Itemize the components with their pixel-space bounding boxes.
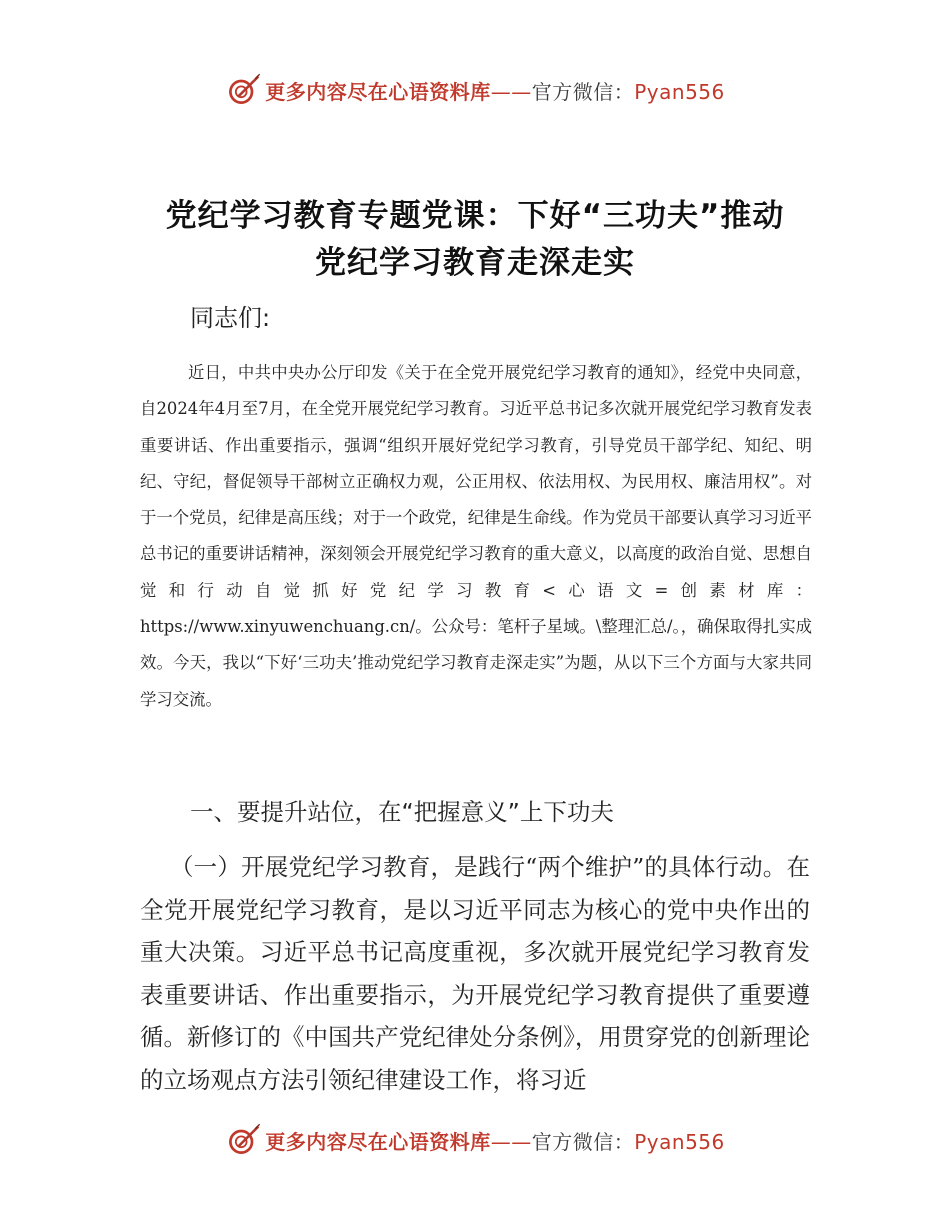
banner-wechat-id: Pyan556: [634, 1129, 725, 1154]
banner-prefix: 更多内容尽在心语资料库: [265, 79, 491, 104]
page-title-line2: 党纪学习教育走深走实: [315, 245, 635, 281]
header-watermark-banner: [0, 70, 950, 110]
banner-suffix: 官方微信：: [531, 1129, 635, 1154]
section1-paragraph: （一）开展党纪学习教育，是践行“两个维护”的具体行动。在全党开展党纪学习教育，是以习近平同志为核心的党中央作出的重大决策。习近平总书记高度重视，多次就开展党纪学习教育发表重要讲话、作出重要指示，为开展党纪学习教育提供了重要遵循。新修订的《中国共产党纪律处分条例》，用贯穿党的创新理论的立场观点方法引领纪律建设工作，将习近: [140, 853, 810, 1094]
footer-watermark-banner: [0, 1120, 950, 1160]
quill-logo-icon: [225, 72, 261, 108]
banner-dash: ——: [490, 1129, 532, 1154]
banner-dash: ——: [490, 79, 532, 104]
banner-wechat-id: Pyan556: [634, 79, 725, 104]
intro-paragraph: 近日，中共中央办公厅印发《关于在全党开展党纪学习教育的通知》，经党中央同意，自2024年4月至7月，在全党开展党纪学习教育。习近平总书记多次就开展党纪学习教育发表重要讲话、作出重要指示，强调“组织开展好党纪学习教育，引导党员干部学纪、知纪、明纪、守纪，督促领导干部树立正确权力观，公正用权、依法用权、为民用权、廉洁用权”。对于一个党员，纪律是高压线；对于一个政党，纪律是生命线。作为党员干部要认真学习习近平总书记的重要讲话精神，深刻领会开展党纪学习教育的重大意义，以高度的政治自觉、思想自觉和行动自觉抓好党纪学习教育<心语文=创素材库：https://www.xinyuwenchuang.cn/。公众号：笔杆子星域。\整理汇总/。，确保取得扎实成效。今天，我以“下好‘三功夫’推动党纪学习教育走深走实”为题，从以下三个方面与大家共同学习交流。: [140, 363, 813, 709]
section1-heading: 一、要提升站位，在“把握意义”上下功夫: [190, 798, 614, 826]
banner-suffix: 官方微信：: [531, 79, 635, 104]
page-title-line1: 党纪学习教育专题党课：下好“三功夫”推动: [165, 198, 785, 234]
banner-prefix: 更多内容尽在心语资料库: [265, 1129, 491, 1154]
greeting: 同志们:: [190, 304, 271, 332]
quill-logo-icon: [225, 1122, 261, 1158]
